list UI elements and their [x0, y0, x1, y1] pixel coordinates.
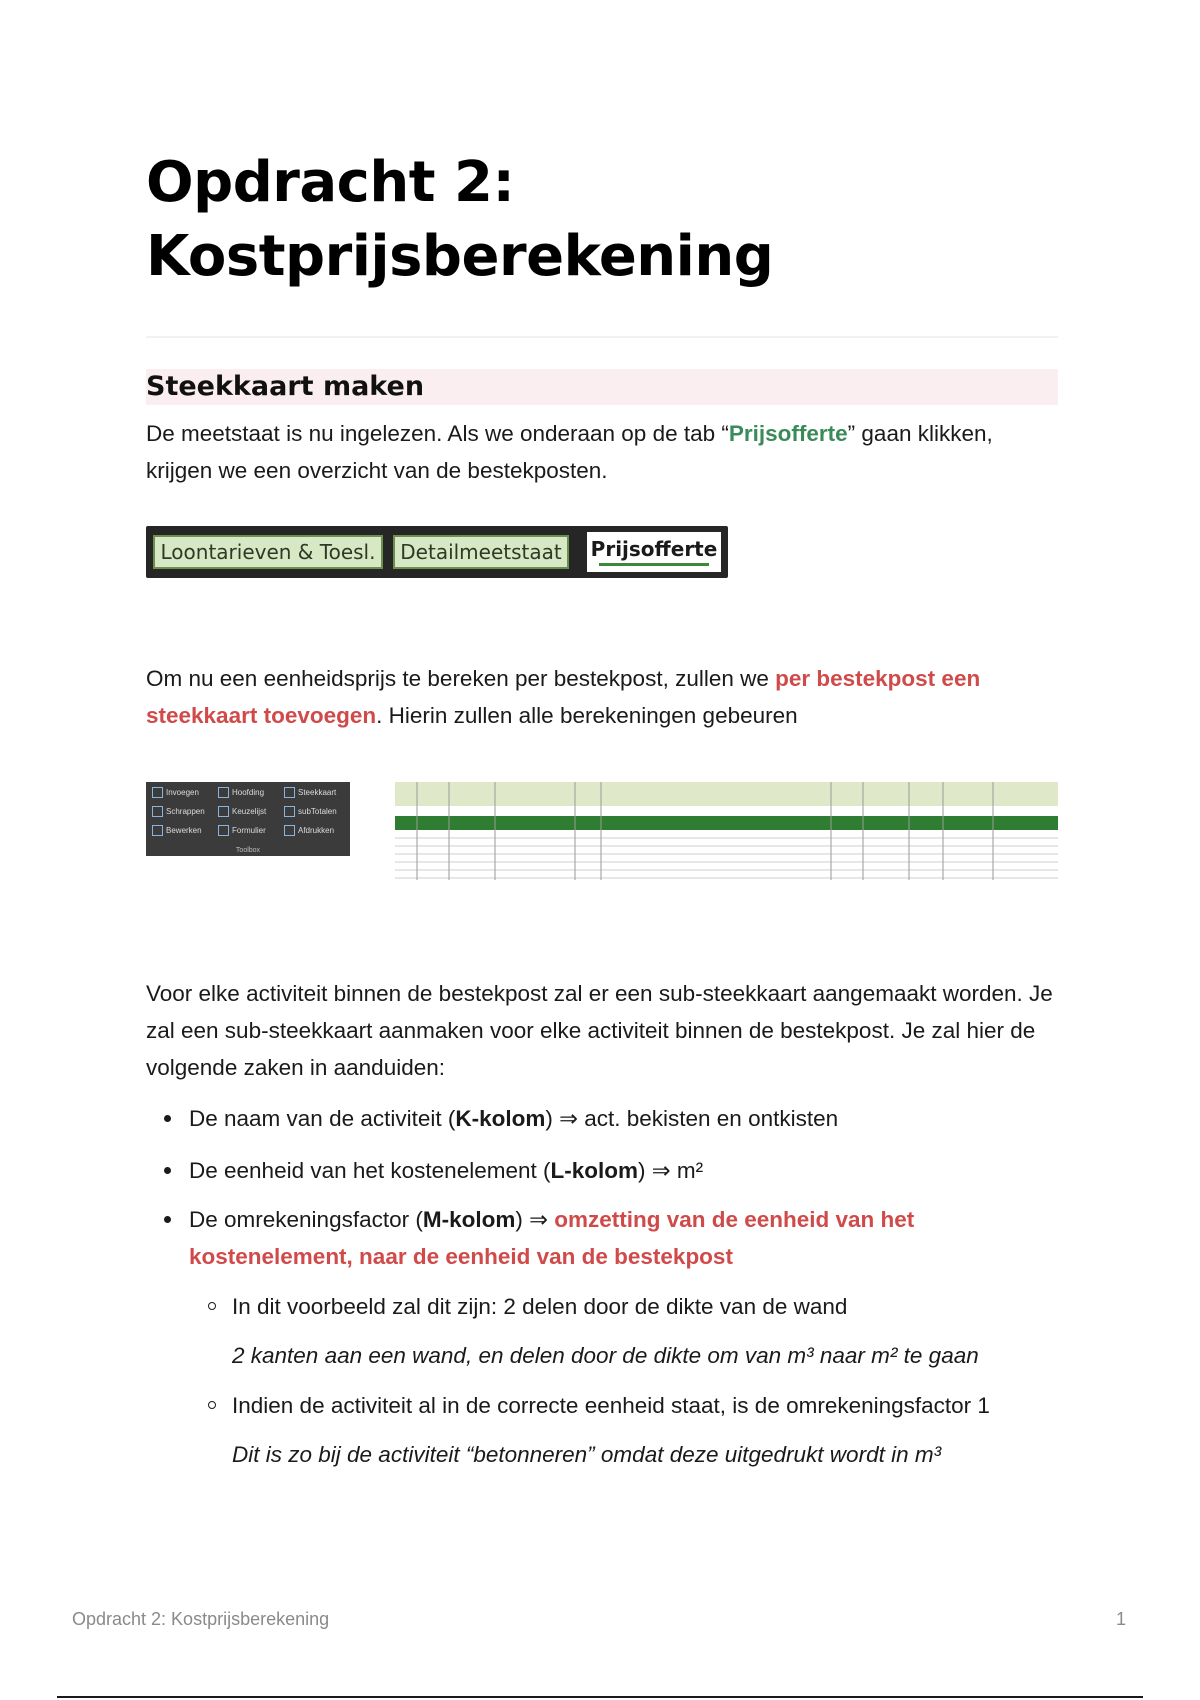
tab-prijsofferte[interactable]: [587, 532, 721, 572]
sub-bullet-note: Dit is zo bij de activiteit “betonneren” omdat deze uitgedrukt wordt in m³: [232, 1442, 942, 1467]
title-divider: [146, 336, 1058, 338]
insert-icon: [152, 787, 163, 798]
bullet-bold: K-kolom: [455, 1106, 546, 1131]
ribbon-invoegen[interactable]: [152, 784, 199, 802]
para1-highlight: Prijsofferte: [728, 421, 848, 446]
tab-prijsofferte-label: Prijsofferte: [590, 537, 718, 561]
print-icon: [284, 825, 295, 836]
bullet-text-after: ) ⇒ m²: [637, 1158, 704, 1183]
ribbon-afdrukken[interactable]: [284, 822, 334, 840]
bullet-dot: [164, 1216, 171, 1223]
ribbon-hoofding[interactable]: [218, 784, 264, 802]
card-icon: [284, 787, 295, 798]
bullet-bold: L-kolom: [550, 1158, 638, 1183]
ribbon-label: Hoofding: [232, 788, 265, 797]
para1-text-before: De meetstaat is nu ingelezen. Als we onderaan op de tab “: [146, 421, 729, 446]
toolbox-ribbon-image: [146, 782, 350, 856]
bullet-bold: M-kolom: [422, 1207, 516, 1232]
sub-bullet-ring: [208, 1302, 216, 1310]
bullet-text-after: ) ⇒: [515, 1207, 555, 1232]
footer-title: Opdracht 2: Kostprijsberekening: [72, 1609, 330, 1629]
ribbon-schrappen[interactable]: [152, 803, 205, 821]
section-heading: Steekkaart maken: [146, 369, 1058, 405]
para1-text-after: ” gaan klikken, krijgen we een overzicht van de bestekposten.: [146, 421, 993, 483]
para2-text-before: Om nu een eenheidsprijs te bereken per bestekpost, zullen we: [146, 666, 776, 691]
page-title-line2: Kostprijsberekening: [146, 224, 774, 289]
bullet-dot: [164, 1115, 171, 1122]
ribbon-bewerken[interactable]: [152, 822, 202, 840]
ribbon-label: Formulier: [232, 826, 266, 835]
ribbon-label: Invoegen: [166, 788, 199, 797]
ribbon-label: Afdrukken: [298, 826, 335, 835]
bullet-text-before: De omrekeningsfactor (: [189, 1207, 423, 1232]
sheet-grid-rows: [395, 838, 1058, 878]
para2-highlight: per bestekpost een steekkaart toevoegen: [146, 666, 981, 728]
page-title-line1: Opdracht 2:: [146, 150, 515, 215]
bullet-text-after: ) ⇒ act. bekisten en ontkisten: [545, 1106, 839, 1131]
sub-bullet-text: In dit voorbeeld zal dit zijn: 2 delen door de dikte van de wand: [232, 1294, 848, 1319]
ribbon-label: subTotalen: [298, 807, 337, 816]
bullet-text: [189, 1100, 1049, 1137]
delete-icon: [152, 806, 163, 817]
ribbon-label: Steekkaart: [298, 788, 337, 797]
sub-bullet-ring: [208, 1401, 216, 1409]
bullet-red-highlight: omzetting van de eenheid van het kostenelement, naar de eenheid van de bestekpost: [189, 1207, 915, 1269]
edit-icon: [152, 825, 163, 836]
page-title: [146, 146, 773, 294]
tab-loontarieven[interactable]: Loontarieven & Toesl.: [153, 535, 383, 569]
ribbon-label: Keuzelijst: [232, 807, 267, 816]
page-bottom-rule: [57, 1696, 1143, 1698]
ribbon-subtotalen[interactable]: [284, 803, 337, 821]
list-icon: [218, 806, 229, 817]
ribbon-keuzelijst[interactable]: [218, 803, 266, 821]
sub-bullet-note: 2 kanten aan een wand, en delen door de dikte om van m³ naar m² te gaan: [232, 1343, 979, 1368]
sheet-highlight-row: [395, 816, 1058, 830]
page-number: 1: [1115, 1609, 1126, 1629]
subtotal-icon: [284, 806, 295, 817]
ribbon-label: Schrappen: [166, 807, 205, 816]
paragraph-substeekkaart: Voor elke activiteit binnen de bestekpost zal er een sub-steekkaart aangemaakt worden. Je zal een sub-steekkaart aanmaken voor elke activiteit binnen de bestekpost. Je zal hier de volgende zaken in aanduiden:: [146, 981, 1053, 1080]
heading-icon: [218, 787, 229, 798]
paragraph-steekkaart: [146, 660, 1058, 734]
bullet-text-before: De naam van de activiteit (: [189, 1106, 456, 1131]
para2-text-after: . Hierin zullen alle berekeningen gebeuren: [376, 703, 798, 728]
form-icon: [218, 825, 229, 836]
bullet-text-before: De eenheid van het kostenelement (: [189, 1158, 551, 1183]
ribbon-steekkaart[interactable]: [284, 784, 336, 802]
sheet-header-row: [395, 782, 1058, 806]
sub-bullet-text: Indien de activiteit al in de correcte eenheid staat, is de omrekeningsfactor 1: [232, 1393, 990, 1418]
bullet-dot: [164, 1167, 171, 1174]
paragraph-intro: [146, 415, 1058, 489]
bullet-text: [189, 1201, 1049, 1275]
active-tab-underline: [599, 563, 709, 566]
sheet-tab-bar-image: [146, 526, 728, 578]
bullet-text: [189, 1152, 1049, 1189]
ribbon-label: Bewerken: [166, 826, 202, 835]
ribbon-formulier[interactable]: [218, 822, 266, 840]
tab-detailmeetstaat[interactable]: Detailmeetstaat: [393, 535, 569, 569]
sheet-blank-row: [395, 806, 1058, 816]
ribbon-group-label: Toolbox: [235, 847, 261, 854]
spreadsheet-screenshot-image: [395, 782, 1058, 880]
